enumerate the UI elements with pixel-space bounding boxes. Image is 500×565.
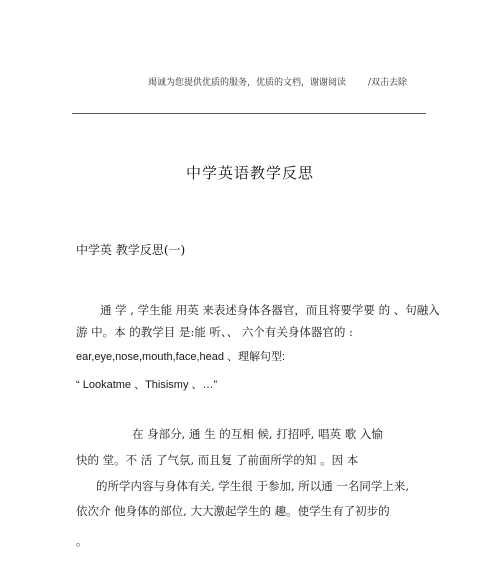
body-line: “ Lookatme 、Thisismy 、…” bbox=[76, 379, 218, 391]
body-line: 的所学内容与身体有关, 学生很 于参加, 所以通 一名同学上来, bbox=[96, 479, 410, 493]
document-title: 中学英语教学反思 bbox=[185, 164, 314, 182]
body-line: 。 bbox=[76, 534, 88, 548]
header-note-text: 竭诚为您提供优质的服务，优质的文档，谢谢阅读 bbox=[148, 78, 347, 88]
header-divider bbox=[72, 113, 426, 114]
body-line: 在 身部分, 通 生 的互相 候, 打招呼, 唱英 歌 入愉 bbox=[132, 427, 383, 441]
body-line: 游 中。本 的教学目 是:能 听、、 六个有关身体器官的 : bbox=[76, 325, 353, 339]
header-note bbox=[148, 75, 407, 88]
body-line: ear,eye,nose,mouth,face,head 、理解句型: bbox=[76, 351, 286, 363]
section-heading: 中学英 教学反思(一) bbox=[76, 243, 186, 257]
body-line: 快的 堂。不 活 了气氛, 而且复 了前面所学的知 。因 本 bbox=[76, 453, 359, 467]
body-line: 依次介 他身体的部位, 大大激起学生的 趣。使学生有了初步的 bbox=[76, 504, 390, 518]
remove-header-hint[interactable]: /双击去除 bbox=[368, 78, 408, 88]
body-line: 通 学 , 学生能 用英 来表述身体各器官，而且将要学要 的 、句融入 bbox=[100, 303, 440, 317]
